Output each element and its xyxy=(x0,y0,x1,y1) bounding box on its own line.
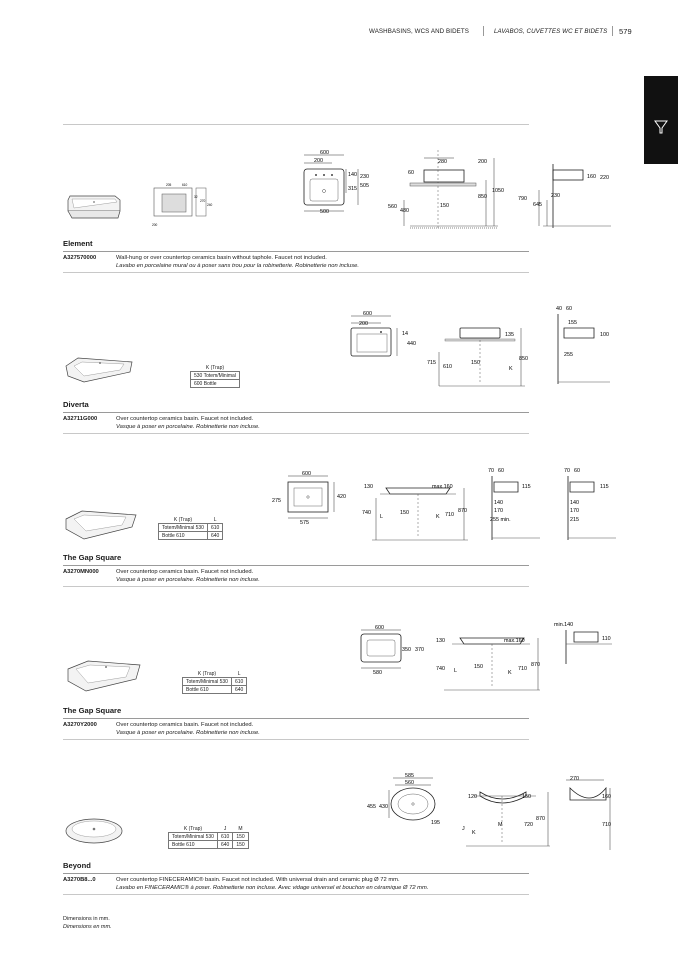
dim-label: 40 xyxy=(556,306,562,312)
product-description-en: Wall-hung or over countertop ceramics basin without taphole. Faucet not included. xyxy=(116,255,327,261)
dim-label: 430 xyxy=(379,804,388,810)
front-view-gap-square-2 xyxy=(430,630,545,700)
product-code: A3270B8...0 xyxy=(63,877,96,883)
divider xyxy=(63,124,529,125)
dim-label: 715 xyxy=(427,360,436,366)
dim-label: 160 xyxy=(587,174,596,180)
dim-label: 720 xyxy=(524,822,533,828)
divider xyxy=(63,412,529,413)
dim-label: 230 xyxy=(360,174,369,180)
table-cell: 640 xyxy=(217,841,232,849)
dim-label: K xyxy=(436,514,440,520)
dim-label: max.160 xyxy=(432,484,453,490)
product-description-fr: Vasque à poser en porcelaine. Robinetterie non incluse. xyxy=(116,577,260,583)
table-cell: 640 xyxy=(207,532,222,540)
page-number: 579 xyxy=(619,27,632,36)
dim-label: 32 xyxy=(194,195,198,199)
dim-label: 14 xyxy=(402,331,408,337)
product-code: A3270Y2000 xyxy=(63,722,97,728)
divider xyxy=(63,586,529,587)
dim-label: 850 xyxy=(519,356,528,362)
dim-label: 500 xyxy=(320,209,329,215)
table-cell: Bottle 610 xyxy=(159,532,208,540)
dim-label: 200 xyxy=(314,158,323,164)
footer-note-en: Dimensions in mm. xyxy=(63,916,110,922)
dim-label: 370 xyxy=(415,647,424,653)
side-view-diverta xyxy=(550,302,620,387)
dim-label: 60 xyxy=(574,468,580,474)
dim-label: 600 xyxy=(363,311,372,317)
dim-label: 230 xyxy=(551,193,560,199)
front-view-gap-square-1 xyxy=(360,476,475,546)
dim-label: 580 xyxy=(373,670,382,676)
table-cell: 610 xyxy=(207,524,222,532)
table-cell: 610 xyxy=(231,678,246,686)
product-name: Beyond xyxy=(63,861,91,870)
top-view-beyond xyxy=(365,770,445,830)
table-header: L xyxy=(207,516,222,524)
dim-label: 455 xyxy=(367,804,376,810)
dim-label: 150 xyxy=(471,360,480,366)
front-view-diverta xyxy=(425,322,535,392)
table-cell: Totem/Minimal 530 xyxy=(183,678,232,686)
product-description-en: Over countertop FINECERAMIC® basin. Faucet not included. With universal drain and ceramic plug Ø 72 mm. xyxy=(116,877,400,883)
dim-label: K xyxy=(472,830,476,836)
dim-label: 560 xyxy=(388,204,397,210)
dim-label: 575 xyxy=(300,520,309,526)
dim-label: 110 xyxy=(602,636,611,642)
dim-label: 150 xyxy=(400,510,409,516)
dim-label: K xyxy=(508,670,512,676)
table-cell: 150 xyxy=(233,833,248,841)
trap-table-beyond xyxy=(168,825,249,849)
product-description-en: Over countertop ceramics basin. Faucet not included. xyxy=(116,569,254,575)
dim-label: 610 xyxy=(443,364,452,370)
small-plan-element xyxy=(148,180,218,232)
side-view-gap-square-2 xyxy=(552,618,622,668)
dim-label: 200 xyxy=(478,159,487,165)
dim-label: 200 xyxy=(152,223,158,227)
side-view-beyond xyxy=(560,772,620,854)
dim-label: 170 xyxy=(494,508,503,514)
table-cell: 530 Totem/Minimal xyxy=(191,372,240,380)
dim-label: 200 xyxy=(359,321,368,327)
table-header: K (Trap) xyxy=(169,825,218,833)
product-description-fr: Vasque à poser en porcelaine. Robinetterie non incluse. xyxy=(116,424,260,430)
table-cell: Totem/Minimal 530 xyxy=(169,833,218,841)
dim-label: 870 xyxy=(536,816,545,822)
divider xyxy=(63,873,529,874)
dim-label: 240 xyxy=(207,203,213,207)
table-header: K (Trap) xyxy=(159,516,208,524)
table-cell: 640 xyxy=(231,686,246,694)
dim-label: 150 xyxy=(440,203,449,209)
front-view-element xyxy=(388,150,508,230)
product-name: Diverta xyxy=(63,400,89,409)
divider xyxy=(63,739,529,740)
header-separator xyxy=(612,26,613,36)
divider xyxy=(63,272,529,273)
table-header: M xyxy=(233,825,248,833)
dim-label: 70 xyxy=(488,468,494,474)
dim-label: 420 xyxy=(337,494,346,500)
table-cell: 600 Bottle xyxy=(191,380,240,388)
product-description-fr: Lavabo en FINECERAMIC® à poser. Robinetterie non incluse. Avec vidage universel et bouchon en céramique Ø 72 mm. xyxy=(116,885,429,891)
product-photo-beyond xyxy=(62,815,132,851)
dim-label: 870 xyxy=(531,662,540,668)
dim-label: 270 xyxy=(200,199,206,203)
trap-table-diverta xyxy=(190,364,240,388)
dim-label: 645 xyxy=(533,202,542,208)
side-view-gap-square-1b xyxy=(556,462,626,544)
table-cell: 150 xyxy=(233,841,248,849)
table-header: J xyxy=(217,825,232,833)
dim-label: 740 xyxy=(362,510,371,516)
dim-label: 275 xyxy=(272,498,281,504)
dim-label: 120 xyxy=(468,794,477,800)
dim-label: 480 xyxy=(400,208,409,214)
dim-label: 130 xyxy=(436,638,445,644)
dim-label: 255 xyxy=(564,352,573,358)
dim-label: 270 xyxy=(570,776,579,782)
divider xyxy=(63,718,529,719)
dim-label: 135 xyxy=(505,332,514,338)
dim-label: 440 xyxy=(407,341,416,347)
dim-label: 60 xyxy=(566,306,572,312)
dim-label: 850 xyxy=(478,194,487,200)
top-view-gap-square-1 xyxy=(272,466,362,526)
product-name: The Gap Square xyxy=(63,706,122,715)
dim-label: L xyxy=(380,514,383,520)
product-description-en: Over countertop ceramics basin. Faucet not included. xyxy=(116,722,254,728)
dim-label: J xyxy=(462,826,465,832)
dim-label: 255 min. xyxy=(490,517,511,523)
basin-icon xyxy=(644,76,678,164)
dim-label: max.160 xyxy=(504,638,525,644)
product-code: A3270MN000 xyxy=(63,569,99,575)
dim-label: 195 xyxy=(431,820,440,826)
dim-label: 505 xyxy=(360,183,369,189)
dim-label: 315 xyxy=(348,186,357,192)
top-view-gap-square-2 xyxy=(355,622,435,676)
dim-label: 610 xyxy=(182,183,188,187)
divider xyxy=(63,894,529,895)
top-view-diverta xyxy=(345,308,425,368)
dim-label: L xyxy=(454,668,457,674)
dim-label: 140 xyxy=(570,500,579,506)
product-photo-gap-square-1 xyxy=(62,505,142,545)
dim-label: 215 xyxy=(570,517,579,523)
product-description-en: Over countertop ceramics basin. Faucet not included. xyxy=(116,416,254,422)
table-header: K (Trap) xyxy=(183,670,232,678)
footer-note-fr: Dimensions en mm. xyxy=(63,924,112,930)
front-view-beyond xyxy=(456,782,556,852)
product-name: The Gap Square xyxy=(63,553,122,562)
header-section-en: WASHBASINS, WCS AND BIDETS xyxy=(369,28,470,35)
trap-table-gap-square-2 xyxy=(182,670,247,694)
header-separator xyxy=(483,26,484,36)
table-cell: Bottle 610 xyxy=(183,686,232,694)
dim-label: 585 xyxy=(405,773,414,779)
dim-label: 220 xyxy=(600,175,609,181)
dim-label: 140 xyxy=(494,500,503,506)
product-photo-element xyxy=(60,178,130,228)
dim-label: 790 xyxy=(518,196,527,202)
dim-label: 710 xyxy=(518,666,527,672)
side-view-element xyxy=(515,160,615,230)
product-description-fr: Lavabo en porcelaine mural ou à poser sans trou pour la robinetterie. Robinetterie non incluse. xyxy=(116,263,359,269)
dim-label: 710 xyxy=(602,822,611,828)
dim-label: M xyxy=(498,822,503,828)
product-code: A327570000 xyxy=(63,255,97,261)
table-header: L xyxy=(231,670,246,678)
dim-label: 205 xyxy=(166,183,172,187)
product-description-fr: Vasque à poser en porcelaine. Robinetterie non incluse. xyxy=(116,730,260,736)
dim-label: 1050 xyxy=(492,188,504,194)
header-section-fr: LAVABOS, CUVETTES WC ET BIDETS xyxy=(494,28,608,35)
product-photo-diverta xyxy=(60,350,140,390)
table-cell: Totem/Minimal 530 xyxy=(159,524,208,532)
dim-label: 160 xyxy=(602,794,611,800)
side-view-gap-square-1a xyxy=(480,462,550,544)
dim-label: 170 xyxy=(570,508,579,514)
divider xyxy=(63,433,529,434)
top-view-element xyxy=(300,145,380,225)
section-tab xyxy=(644,76,678,164)
table-cell: 610 xyxy=(217,833,232,841)
dim-label: 280 xyxy=(438,159,447,165)
dim-label: 350 xyxy=(402,647,411,653)
dim-label: 600 xyxy=(375,625,384,631)
product-name: Element xyxy=(63,239,93,248)
dim-label: 70 xyxy=(564,468,570,474)
dim-label: 60 xyxy=(408,170,414,176)
product-photo-gap-square-2 xyxy=(64,655,144,697)
dim-label: min.140 xyxy=(554,622,574,628)
dim-label: 150 xyxy=(522,794,531,800)
trap-table-gap-square-1 xyxy=(158,516,223,540)
dim-label: 600 xyxy=(320,150,329,156)
divider xyxy=(63,251,529,252)
table-cell: Bottle 610 xyxy=(169,841,218,849)
dim-label: 560 xyxy=(405,780,414,786)
dim-label: 740 xyxy=(436,666,445,672)
dim-label: 150 xyxy=(474,664,483,670)
dim-label: 130 xyxy=(364,484,373,490)
dim-label: 60 xyxy=(498,468,504,474)
table-header: K (Trap) xyxy=(191,364,240,372)
divider xyxy=(63,565,529,566)
dim-label: 710 xyxy=(445,512,454,518)
dim-label: 115 xyxy=(522,484,531,490)
dim-label: 155 xyxy=(568,320,577,326)
dim-label: 600 xyxy=(302,471,311,477)
dim-label: 140 xyxy=(348,172,357,178)
dim-label: 870 xyxy=(458,508,467,514)
product-code: A32711G000 xyxy=(63,416,98,422)
dim-label: 100 xyxy=(600,332,609,338)
dim-label: 115 xyxy=(600,484,609,490)
dim-label: K xyxy=(509,366,513,372)
